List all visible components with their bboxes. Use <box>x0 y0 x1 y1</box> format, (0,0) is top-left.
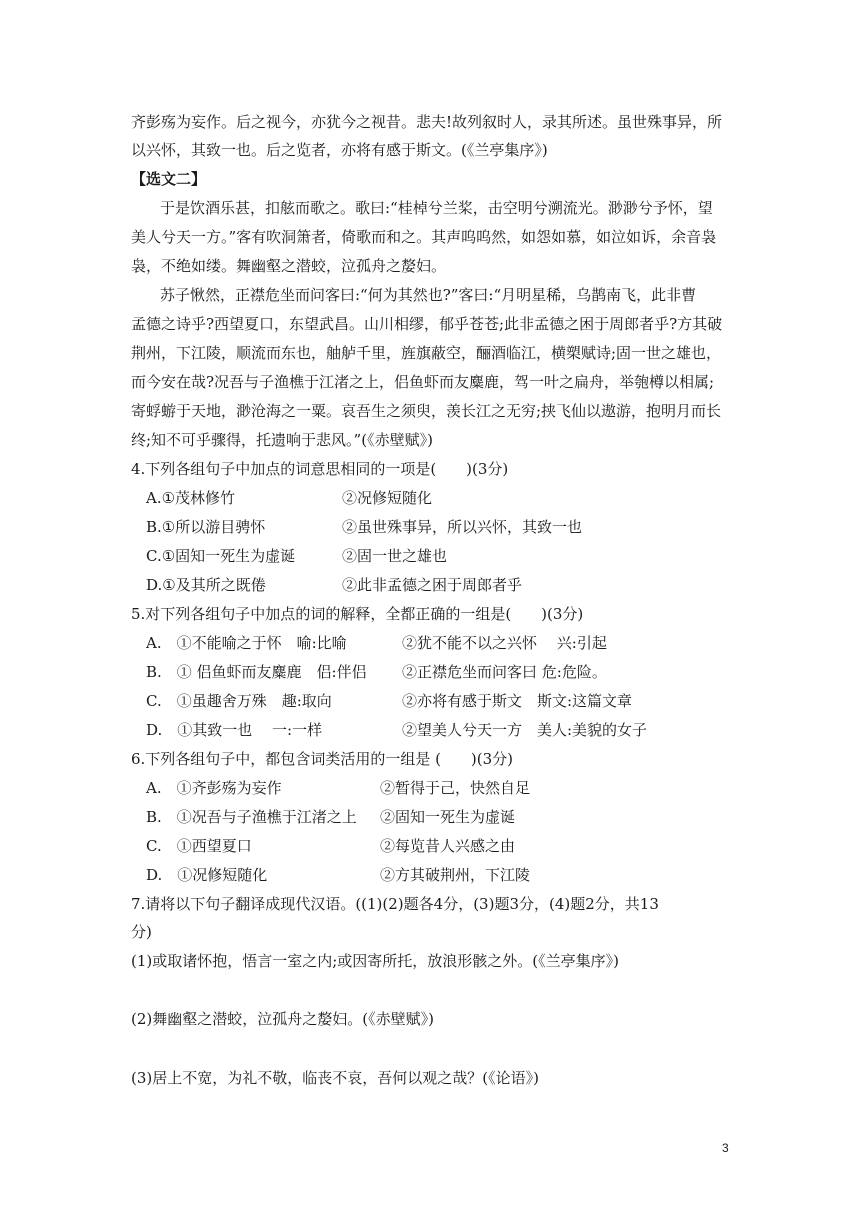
q6-option-b <box>146 807 516 827</box>
passage2-para2-line-1: 苏子愀然，正襟危坐而问客曰:“何为其然也?”客曰:“月明星稀，乌鹊南飞，此非曹 <box>160 286 697 304</box>
option-first: A. ①不能喻之于怀 喻:比喻 <box>146 634 347 652</box>
option-second: ②望美人兮天一方 美人:美貌的女子 <box>402 721 648 739</box>
passage2-para2-line-2: 孟德之诗乎?西望夏口，东望武昌。山川相缪，郁乎苍苍;此非孟德之困于周郎者乎?方其破 <box>131 315 723 333</box>
q5-option-c <box>146 691 633 711</box>
passage1-line-1: 齐彭殇为妄作。后之视今，亦犹今之视昔。悲夫!故列叙时人，录其所述。虽世殊事异，所 <box>131 113 723 131</box>
q6-option-d <box>146 865 531 885</box>
option-first: C. ①西望夏口 <box>146 837 252 855</box>
option-first: B. ①况吾与子渔樵于江渚之上 <box>146 808 357 826</box>
option-second: ②固知一死生为虚诞 <box>380 808 516 826</box>
option-first: D. ①况修短随化 <box>146 866 268 884</box>
page-number: 3 <box>722 1141 729 1155</box>
option-first: D.①及其所之既倦 <box>146 576 266 594</box>
q7-stem-line-2: 分) <box>131 923 152 941</box>
option-first: D. ①其致一也 一:一样 <box>146 721 323 739</box>
option-first: B.①所以游目骋怀 <box>146 518 266 536</box>
passage2-para2-line-3: 荆州，下江陵，顺流而东也，舳舻千里，旌旗蔽空，酾酒临江，横槊赋诗;固一世之雄也， <box>131 344 722 362</box>
section-label: 【选文二】 <box>131 170 207 188</box>
passage2-para1-line-1: 于是饮酒乐甚，扣舷而歌之。歌曰:“桂棹兮兰桨，击空明兮溯流光。渺渺兮予怀，望 <box>160 199 713 217</box>
option-second: ②此非孟德之困于周郎者乎 <box>342 576 523 594</box>
q7-stem-line-1: 7.请将以下句子翻译成现代汉语。((1)(2)题各4分，(3)题3分，(4)题2分，共13 <box>131 895 659 913</box>
q4-option-c <box>146 546 448 566</box>
q4-stem: 4.下列各组句子中加点的词意思相同的一项是( )(3分) <box>131 460 509 478</box>
option-first: A.①茂林修竹 <box>146 489 236 507</box>
passage2-para2-line-5: 寄蜉蝣于天地，渺沧海之一粟。哀吾生之须臾，羡长江之无穷;挟飞仙以遨游，抱明月而长 <box>131 402 722 420</box>
passage2-para2-line-6: 终;知不可乎骤得，托遗响于悲风。”(《赤壁赋》) <box>131 431 433 449</box>
q5-option-d <box>146 720 648 740</box>
option-second: ②每览昔人兴感之由 <box>380 837 516 855</box>
q7-item-2: (2)舞幽壑之潜蛟，泣孤舟之嫠妇。(《赤壁赋》) <box>131 1010 434 1028</box>
q7-item-1: (1)或取诸怀抱，悟言一室之内;或因寄所托，放浪形骸之外。(《兰亭集序》) <box>131 952 620 970</box>
passage1-line-2: 以兴怀，其致一也。后之览者，亦将有感于斯文。(《兰亭集序》) <box>131 141 548 159</box>
option-first: C.①固知一死生为虚诞 <box>146 547 296 565</box>
passage2-para2-line-4: 而今安在哉?况吾与子渔樵于江渚之上，侣鱼虾而友麋鹿，驾一叶之扁舟，举匏樽以相属; <box>131 373 715 391</box>
q5-option-a <box>146 633 607 653</box>
q7-item-3: (3)居上不宽，为礼不敬，临丧不哀，吾何以观之哉？(《论语》) <box>131 1069 539 1087</box>
option-second: ②固一世之雄也 <box>342 547 448 565</box>
option-second: ②暂得于己，快然自足 <box>380 779 531 797</box>
option-first: B. ① 侣鱼虾而友麋鹿 侣:伴侣 <box>146 663 367 681</box>
q5-stem: 5.对下列各组句子中加点的词的解释，全都正确的一组是( )(3分) <box>131 605 584 623</box>
q4-option-b <box>146 517 583 537</box>
q6-option-a <box>146 778 531 798</box>
option-second: ②况修短随化 <box>342 489 433 507</box>
option-second: ②方其破荆州，下江陵 <box>380 866 531 884</box>
option-first: C. ①虽趣舍万殊 趣:取向 <box>146 692 332 710</box>
passage2-para1-line-3: 袅，不绝如缕。舞幽壑之潜蛟，泣孤舟之嫠妇。 <box>131 257 447 275</box>
q4-option-d <box>146 575 523 595</box>
q5-option-b <box>146 662 607 682</box>
passage2-para1-line-2: 美人兮天一方。”客有吹洞箫者，倚歌而和之。其声呜呜然，如怨如慕，如泣如诉，余音袅 <box>131 228 717 246</box>
q6-stem: 6.下列各组句子中，都包含词类活用的一组是 ( )(3分) <box>131 750 514 768</box>
option-second: ②正襟危坐而问客曰 危:危险。 <box>402 663 607 681</box>
q4-option-a <box>146 488 433 508</box>
option-second: ②犹不能不以之兴怀 兴:引起 <box>402 634 607 652</box>
option-first: A. ①齐彭殇为妄作 <box>146 779 282 797</box>
q6-option-c <box>146 836 516 856</box>
option-second: ②虽世殊事异，所以兴怀，其致一也 <box>342 518 583 536</box>
option-second: ②亦将有感于斯文 斯文:这篇文章 <box>402 692 633 710</box>
